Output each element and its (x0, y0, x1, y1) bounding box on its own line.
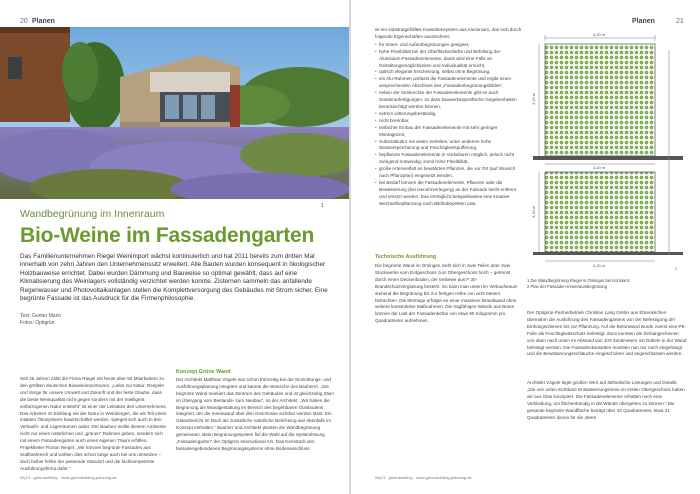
body-text: Der Optigrün-Partnerbetrieb Christian Lang GmbH aus Ehrenkirchen übernahm die Ausführung des Fassadengartens von der Befestigung der Einhangschienen bis zur Pflanzung. Auf die Betonwand wurde zuerst eine PE-Folie als Feuchtigkeitsschutz befestigt, dann konnten die Einhangschienen von oben nach unten im Abstand von 100 Zentimetern mit Dübeln in der Wand befestigt werden. Die Fassadenkassetten mussten nun nur noch eingehängt und die Bewässerungsschläuche eingeschoben und angeschlossen werden. (527, 310, 687, 357)
dim-height-upper: 3,20 m (531, 92, 536, 105)
lower-facade-panel (545, 172, 655, 252)
body-column-1 (20, 376, 167, 472)
floor-base (533, 252, 683, 255)
section-title: Planen (32, 18, 55, 25)
subheading: Konzept Grüne Wand (176, 369, 231, 375)
page-footer: 06|13 · greenbuilding · www.greenbuilding-planning.de (375, 475, 472, 480)
list-item: • einfacher Einbau der Fassadenelemente mit sehr geringer Montagezeit, (375, 125, 522, 139)
list-item: • bei Bedarf können die Fassadenelemente, Pflanzen oder die Bewässerung (bei Isenohrverlegung) an der Fassade leicht entfernt und ersetzt werden. Das ermöglicht beispielsweise eine kreative Wechselbepflanzung nach Bildhabepekten usw. (375, 180, 522, 208)
list-item: • ein Alu-Rahmen umfasst die Fassadenelemente und ergibt einen ansprechenden Abschluss des „Fassadenbegrünungsbildes“, (375, 76, 522, 90)
page-number: 21 (676, 18, 684, 25)
body-text: Die begrünte Wand im Omingen zieht sich in zwei Teilen über zwei Stockwerke vom Erdgeschoss zum Obergeschoss hoch – getrennt durch einen Deckenboden, der treibewe aus F 30-Brandschutzverglasung besteht. So kann man unten im Verkaufsraum stehend die Begrünung bis zur fertigen Höhe von acht Metern betrachten. Die Montage erfolgte an einer massiven Brandwand ohne weitere konstruktive Maßnahmen. Die tragfähigen Wände aus Beton können die Last der Fassadenkörbe von etwa 90 Kilogramm pro Quadratmeter aufnehmen. (375, 263, 518, 324)
list-item: • hohe Flexibilität bei der Oberflächenfarbe und Befüllung der Aluminium-Fassadenelemente, damit wird eine Fülle an Gestaltungsmöglichkeiten und Individualität erreicht, (375, 49, 522, 70)
drawing-label: 2 (675, 266, 678, 271)
body-column-2a (527, 310, 687, 380)
legend-item: 1 Die Wandbegrünung Riegel in Orsingen bei Konstanz (527, 278, 630, 283)
feature-list (375, 42, 522, 208)
left-page (0, 0, 349, 494)
list-item: • extrem witterungsbeständig, (375, 111, 522, 118)
body-column-2b (527, 380, 687, 472)
figure-legend (527, 278, 630, 290)
list-item: • neben der Senkrechte der Fassadenelemente gibt es auch Sonderanfertigungen, so dass bauwerksspezifische Gegebenheiten berücksichtigt werden können, (375, 90, 522, 111)
section-title: Planen (632, 18, 655, 25)
body-column-1b (375, 263, 522, 343)
kicker: Wandbegrünung im Innenraum (20, 208, 165, 220)
headline: Bio-Weine im Fassadengarten (20, 224, 315, 247)
floor-slab (533, 156, 683, 160)
body-text: Der Architekt Matthias Vögele war schon frühzeitig bei der Einrichtungs- und Ausführungsplanung integriert und kannte die Wünsche des Bauherrn. „Die begrünte Wand markiert das Zentrum des Gebäudes und ist gleichzeitig Zäun im Übergang vom Bestands- zum Neubau“, so der Architekt. „Wir haben die Begrünung als Wandgestaltung im Bereich des begehbaren Glasbodens integriert, der die Innenwand über drei Geschosse sichtbar werden lässt. Ein Glaserbericht im Dach als zusätzliche natürliche Belichtung war ebenfalls im Konzept enthalten.“ Bauherr und Architekt planten die Wandbegrünung gemeinsam. Beim Begrünungssystem fiel die Wahl auf die Systemlösung „Fassadengarten“ der Optigrün International AG. Das Kernstück des fassadengebundenen Begrünungssystems ohne Bodenanschluss (176, 376, 334, 451)
byline-text: Text: Gunter Mann (20, 313, 62, 319)
dim-bottom: 4,20 m (593, 263, 606, 268)
list-item: • für Innen- und Außenbegrünungen geeignet, (375, 42, 522, 49)
subheading: Technische Ausführung (375, 254, 437, 260)
intro-paragraph: Das Familienunternehmen Riegel Weinimport wächst kontinuierlich und hat 2011 bereits zum dritten Mal innerhalb von zehn Jahren den Unternehmenssitz erweitert. Alle Bauten wurden konsequent in ökologischer Holzbauweise errichtet. Dabei wurden Dämmung und Bauweise so optimal gewählt, dass auf eine Klimatisierung des Weinlagers vollständig verzichtet werden konnte. Zisternen sammeln das anfallende Regenwasser und Photovoltaikanlagen stellen die Komplettversorgung des Gebäudes mit Strom sicher. Eine begrünte Fassade ist das Ausdruck für die Firmenphilosophie. (20, 253, 328, 303)
dim-mid: 4,20 m (593, 165, 606, 170)
list-item: • große Artenvielfalt an bewährten Pflanzen, die vor Ort (auf Wunsch nach Pflanzplan) eingesetzt werden, (375, 166, 522, 180)
byline (20, 313, 61, 327)
body-column-1 (375, 27, 522, 251)
building-photo (0, 27, 349, 199)
body-text: Architekt Vögele legte großen Wert auf ästhetische Lösungen und Details: „Die von unten sichtbare Entwässerungsrinne im ersten Obergeschoss haben wir aus Glas konzipiert. Die Fassadenelemente erhalten noch eine Verkleidung, um flächenbündig in die Wände übergehen zu können.“ Die gesamte begrünte Wandfläche beträgt über 34 Quadratmeter, etwa 21 Quadratmeter davon für die obere (527, 380, 685, 420)
photo-label: 1 (321, 203, 324, 209)
right-page (351, 0, 700, 494)
list-item: • Substratkultur mit vielen Vorteilen, unter anderem hohe Wasserspeicherung und Feuchtigkeitspufferung, (375, 139, 522, 153)
body-text: Seit 25 Jahren zählt die Firma Riegel mit heute über 50 Mitarbeitern zu den größten deutschen Bioweinimporteuren. „Liebe zur Natur, Respekt und Sorge für unsere Umwelt und Zukunft und der feste Glaube, dass die beste Weinqualität nicht gegen sondern mit der Intelligent einbezogenen Natur entsteht“ ist einer der Leitsätze des Unternehmens. Das Arbeiten im Einklang mit der Natur in Weinbergen, die als Teil eines intakten Ökosystems bewirtschaftet werden, spiegelt sich auch in den Verkaufs- und Lagerräumen wider. Der Bauherr wollte diesem Ambiente nicht nur einen natürlichen und „grünen“ Rahmen geben, sondern sich mit einem Fassadengarten auch einen eigenen Traum erfüllen. Projektleiter Florian Riegel: „Wir können begrünte Fassaden aus Südfrankreich und wollten dies schon lange auch bei uns umsetzen – doch bisher fehlte der passende Standort und die fachkompetente Ausführungsfirma dafür.“ (20, 376, 167, 471)
facade-plan-drawing (529, 30, 692, 275)
dim-top: 4,20 m (593, 32, 606, 37)
list-item: • nicht brennbar, (375, 118, 522, 125)
byline-photos: Fotos: Optigrün (20, 320, 55, 326)
dim-height-lower: 3,20 m (531, 205, 536, 218)
body-text: ist ein substratgefülltes Kassettensystem aus Aluminium, das sich durch folgende Eigenschaften auszeichnet: (375, 27, 522, 39)
body-column-2 (176, 369, 336, 473)
page-number: 20 (20, 18, 28, 25)
list-item: • bepflanzte Fassadenelemente in Vorkulturen möglich, jedoch nicht zwingend notwendig; somit hohe Flexibilität, (375, 152, 522, 166)
page-footer: 06|13 · greenbuilding · www.greenbuilding-planning.de (20, 475, 117, 480)
list-item: • optisch elegante Erscheinung, selbst ohne Begrünung, (375, 69, 522, 76)
legend-item: 2 Plan der Fassaden-Innenraumbegrünung (527, 284, 608, 289)
upper-facade-panel (545, 44, 655, 156)
